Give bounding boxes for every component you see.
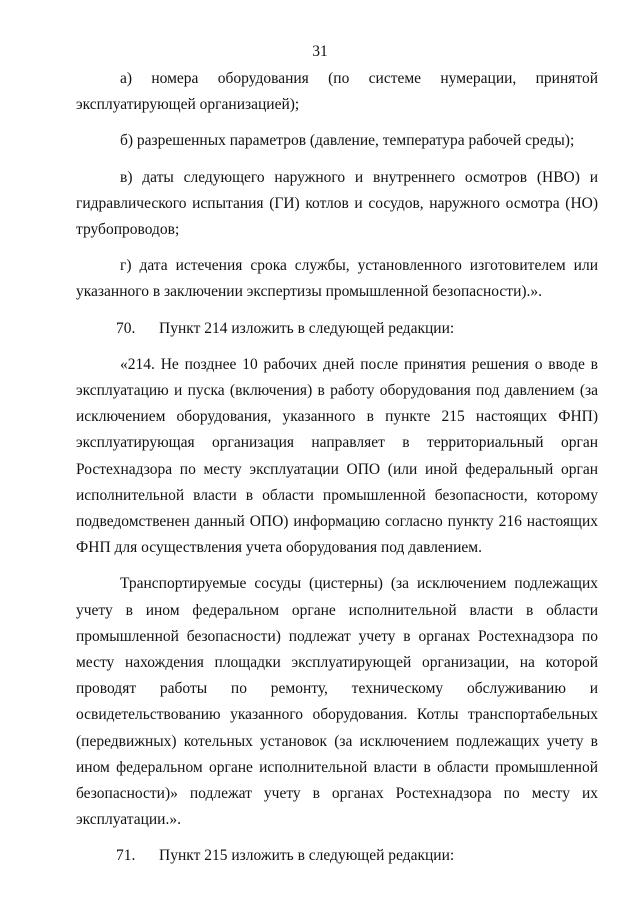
paragraph-g: г) дата истечения срока службы, установленного изготовителем или указанного в заключении экспертизы промышленной безопасности).». bbox=[76, 257, 598, 301]
paragraph-214: «214. Не позднее 10 рабочих дней после принятия решения о вводе в эксплуатацию и пуска (включения) в работу оборудования под давлением (за исключением оборудования, указанного в пункте 215 настоящих ФНП) эксплуатирующая организация направляет в территориальный орган Ростехнадзора по месту эксплуатации ОПО (или иной федеральный орган исполнительной власти в области промышленной безопасности, которому подведомственен данный ОПО) информацию согласно пункту 216 настоящих ФНП для осуществления учета оборудования под давлением. bbox=[76, 355, 598, 557]
item-70 bbox=[76, 316, 598, 342]
page-number: 31 bbox=[312, 43, 328, 60]
paragraph-transport: Транспортируемые сосуды (цистерны) (за исключением подлежащих учету в ином федеральном органе исполнительной власти в области промышленной безопасности) подлежат учету в органах Ростехнадзора по месту нахождения площадки эксплуатирующей организации, на которой проводят работы по ремонту, техническому обслуживанию и освидетельствованию указанного оборудования. Котлы транспортабельных (передвижных) котельных установок (за исключением подлежащих учету в ином федеральном органе исполнительной власти в области промышленной безопасности)» подлежат учету в органах Ростехнадзора по месту их эксплуатации.». bbox=[76, 575, 598, 829]
item-71 bbox=[76, 843, 598, 869]
paragraph-b: б) разрешенных параметров (давление, температура рабочей среды); bbox=[120, 132, 575, 150]
item-71-number: 71. bbox=[116, 847, 136, 865]
item-70-text: Пункт 214 изложить в следующей редакции: bbox=[159, 319, 455, 337]
item-70-number: 70. bbox=[116, 319, 136, 337]
paragraph-a: а) номера оборудования (по системе нумерации, принятой эксплуатирующей организацией); bbox=[76, 70, 598, 114]
paragraph-v: в) даты следующего наружного и внутреннего осмотров (НВО) и гидравлического испытания (ГИ) котлов и сосудов, наружного осмотра (НО) трубопроводов; bbox=[76, 168, 598, 239]
item-71-text: Пункт 215 изложить в следующей редакции: bbox=[159, 847, 455, 865]
document-body bbox=[76, 66, 598, 870]
